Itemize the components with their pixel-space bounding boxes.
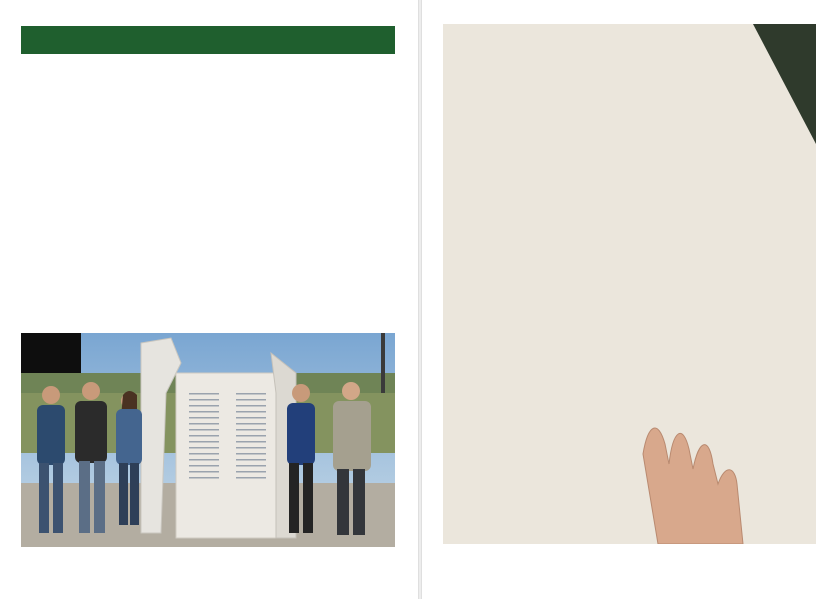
- memorial-names-photo: [443, 24, 816, 544]
